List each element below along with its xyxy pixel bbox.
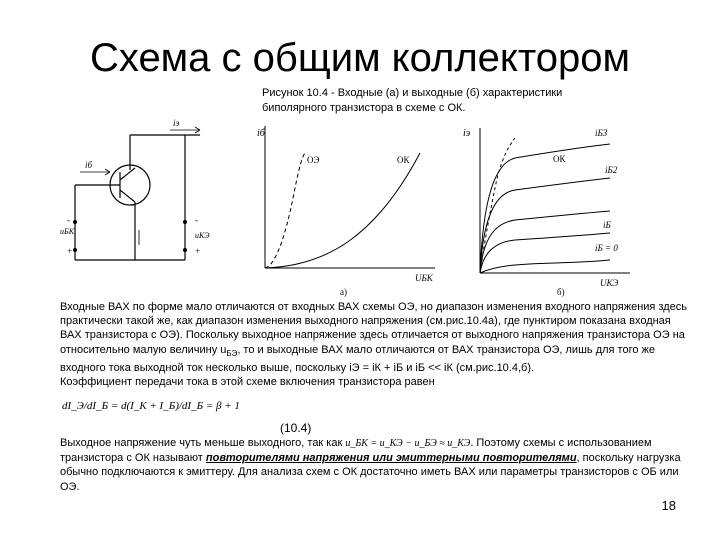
gain-formula: dI_Э/dI_Б = d(I_К + I_Б)/dI_Б = β + 1 (62, 400, 240, 412)
closing-text: Выходное напряжение чуть меньше выходного, так как u_БК = u_КЭ − u_БЭ ≈ u_КЭ. Поэтому схемы с использованием транзистора с ОК называют повторителями напряжения или эмиттерными повторителями, поскольку нагрузка обычно подключаются к эмиттеру. Для анализа схем с ОК достаточно иметь ВАХ или параметры транзисторов с ОБ или ОЭ. (60, 437, 681, 493)
input-characteristics-graph (245, 118, 435, 303)
graph-b-ib0-label: iБ = 0 (595, 243, 618, 253)
common-collector-schematic (55, 110, 230, 285)
graph-b-ib1-label: iБ (603, 220, 611, 230)
graph-a-letter: а) (340, 287, 347, 297)
graph-b-ib2-label: iБ2 (605, 165, 618, 175)
ue-label: uКЭ (195, 231, 210, 240)
paragraph-1: Входные ВАХ по форме мало отличаются от входных ВАХ схемы ОЭ, но диапазон изменения входного напряжения здесь практически такой же, как диапазон изменения выходного напряжения (см.рис.10.4а), где пунктиром показана входная ВАХ транзистора с ОЭ). Поскольку выходное напряжение здесь отличается от выходного напряжения транзистора ОЭ на относительно малую величину $u_{БЭ}$, то и выходные ВАХ мало отличаются от ВАХ транзистора ОЭ, лишь для того же входного тока выходной ток несколько выше, поскольку iЭ = iК + iБ и iБ << iК (см.рис.10.4,б). (60, 301, 687, 374)
ib-label: iб (85, 160, 93, 170)
graph-a-curve-oe: ОЭ (307, 155, 320, 165)
graph-b-ib3-label: iБ3 (595, 128, 608, 138)
graph-b-y-label: iэ (463, 128, 471, 139)
equation-number: (10.4) (280, 421, 312, 435)
caption-line-1: Рисунок 10.4 - Входные (а) и выходные (б) характеристики (262, 87, 563, 99)
page-number: 18 (661, 498, 676, 513)
ue-plus: + (195, 246, 201, 256)
graph-a-y-label: iб (257, 128, 265, 139)
ub-label: uБК (60, 227, 75, 236)
figure-caption (262, 86, 642, 116)
caption-line-2: биполярного транзистора в схеме с ОК. (262, 102, 466, 114)
main-text (60, 300, 690, 389)
graph-b-x-label: UКЭ (600, 278, 619, 288)
graph-a-curve-ok: ОК (397, 155, 410, 165)
slide-title: Схема с общим коллектором (90, 36, 630, 80)
graph-b-curve-ok: ОК (553, 154, 566, 164)
ie-label: iэ (173, 118, 180, 128)
output-characteristics-graph (455, 118, 650, 303)
graph-a-x-label: UБК (415, 273, 433, 283)
ue-minus: - (195, 215, 198, 225)
paragraph-2: Коэффициент передачи тока в этой схеме включения транзистора равен (60, 376, 435, 389)
ub-minus: - (67, 215, 70, 225)
voltage-formula: u_БК = u_КЭ − u_БЭ ≈ u_КЭ (345, 438, 471, 449)
ub-plus: + (67, 246, 73, 256)
graph-b-letter: б) (557, 287, 565, 297)
emitter-follower-term: повторителями напряжения или эмиттерными повторителями (205, 452, 577, 465)
